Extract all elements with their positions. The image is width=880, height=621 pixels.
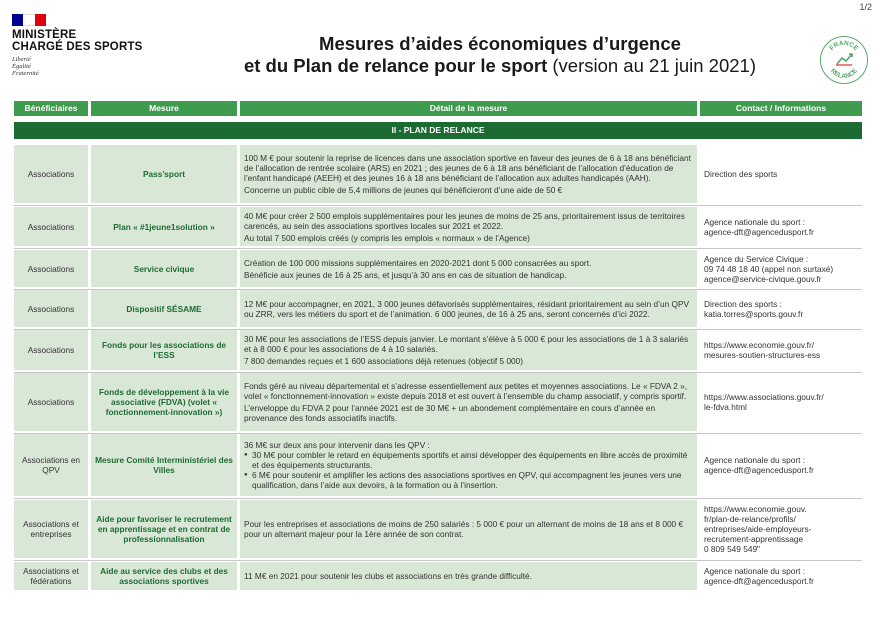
contact-line: Direction des sports : (704, 298, 782, 309)
measure-cell (91, 373, 237, 431)
detail-paragraph: Bénéficie aux jeunes de 16 à 25 ans, et jusqu’à 30 ans en cas de situation de handicap. (244, 269, 567, 280)
svg-text:RELANCE (829, 67, 859, 80)
detail-content (244, 211, 693, 243)
detail-bullet (244, 450, 693, 470)
detail-cell (240, 250, 697, 287)
detail-cell (240, 290, 697, 327)
table-row (14, 290, 862, 327)
detail-cell (240, 373, 697, 431)
beneficiary-cell (14, 434, 88, 496)
title-line1: Mesures d’aides économiques d’urgence (319, 33, 681, 54)
measure-cell (91, 330, 237, 370)
badge-text-top: FRANCE (828, 39, 860, 53)
beneficiary-cell (14, 500, 88, 558)
contact-cell (700, 250, 862, 287)
motto-fraternite: Fraternité (12, 70, 39, 77)
contact-line: entreprises/aide-employeurs- (704, 524, 812, 534)
measure-name: Dispositif SÉSAME (126, 303, 202, 314)
contact-cell (700, 207, 862, 246)
contact-cell (700, 562, 862, 590)
detail-paragraph: 12 M€ pour accompagner, en 2021, 3 000 jeunes défavorisés supplémentaires, résidant prioritairement au sein d’un QPV ou ZRR, vers les métiers du sport et de l’animation. 6 000 jeunes, de 16 à 25 ans, seront concernés d’ici 2022. (244, 298, 690, 319)
contact-content (704, 504, 811, 554)
beneficiary-text: Associations (27, 397, 75, 407)
table-row (14, 373, 862, 431)
motto-liberte: Liberté (12, 56, 31, 63)
row-divider (14, 248, 862, 249)
title-line2 (190, 55, 810, 77)
contact-line: agence-dft@agencedusport.fr (704, 576, 814, 586)
measure-name: Fonds de développement à la vie associative (FDVA) (volet « fonctionnement-innovation ») (98, 387, 230, 417)
detail-paragraph: Création de 100 000 missions supplémentaires en 2020-2021 dont 5 000 consacrées au sport. (244, 257, 592, 268)
beneficiary-cell (14, 562, 88, 590)
column-header-beneficiaires: Bénéficiaires (14, 101, 88, 116)
measure-name: Plan « #1jeune1solution » (113, 221, 215, 232)
detail-cell (240, 434, 697, 496)
beneficiary-text: Associations (27, 169, 75, 179)
detail-paragraph: L’enveloppe du FDVA 2 pour l’année 2021 est de 30 M€ + un abondement complémentaire en cours d’année en provenance des fonds associatifs inactifs. (244, 403, 656, 423)
beneficiary-text: Associations (27, 263, 75, 274)
detail-paragraph: Pour les entreprises et associations de moins de 250 salariés : 5 000 € pour un alternant de moins de 18 ans et 8 000 € pour un alternant majeur pour la 1ère année de son contrat. (244, 519, 684, 539)
measure-cell (91, 500, 237, 558)
detail-intro: 36 M€ sur deux ans pour intervenir dans les QPV : (244, 440, 430, 450)
section-title: II - PLAN DE RELANCE (14, 122, 862, 139)
beneficiary-cell (14, 290, 88, 327)
bullet-dot-icon: ● (244, 472, 248, 478)
detail-paragraph: 100 M € pour soutenir la reprise de licences dans une association sportive en faveur des jeunes de 6 à 18 ans bénéficiant de l’allocation de rentrée scolaire (ARS) en 2021 ; des jeunes de 6 à 18 ans bénéficiant de l’allocation d’éducation de l’enfant handicapé (AEEH) et des jeunes 16 à 18 ans bénéficiant de l’allocation aux adultes handicapés (AAH). (244, 153, 691, 183)
contact-cell (700, 373, 862, 431)
measure-cell (91, 145, 237, 203)
row-divider (14, 205, 862, 206)
detail-cell (240, 500, 697, 558)
beneficiary-text: Associations (27, 221, 75, 232)
detail-cell (240, 207, 697, 246)
detail-paragraph: 11 M€ en 2021 pour soutenir les clubs et associations en très grande difficulté. (244, 571, 532, 581)
detail-content (244, 381, 693, 423)
table-row (14, 250, 862, 287)
contact-line: katia.torres@sports.gouv.fr (704, 308, 804, 319)
contact-cell (700, 290, 862, 327)
measure-cell (91, 250, 237, 287)
measure-cell (91, 290, 237, 327)
contact-cell (700, 330, 862, 370)
detail-content (244, 153, 693, 195)
table-row (14, 500, 862, 558)
column-header-detail: Détail de la mesure (240, 101, 697, 116)
beneficiary-text: Associations et fédérations (23, 566, 79, 586)
contact-line: Direction des sports (704, 169, 778, 179)
measure-name: Mesure Comité Interministériel des Villes (95, 455, 233, 475)
contact-line: recrutement-apprentissage (704, 534, 804, 544)
contact-line: https://www.associations.gouv.fr/ (704, 392, 824, 402)
france-relance-badge-icon (821, 37, 867, 83)
contact-line: Agence nationale du sport : (704, 216, 806, 227)
detail-paragraph: 7 800 demandes reçues et 1 600 associations déjà retenues (objectif 5 000) (244, 356, 524, 366)
contact-line: Agence nationale du sport : (704, 566, 806, 576)
contact-cell (700, 145, 862, 203)
contact-line: Agence nationale du sport : (704, 455, 806, 465)
contact-content (704, 299, 803, 319)
title-line2-version: (version au 21 juin 2021) (547, 55, 757, 76)
detail-cell (240, 145, 697, 203)
republic-motto (12, 56, 162, 77)
row-divider (14, 498, 862, 499)
contact-line: 0 809 549 549" (704, 544, 761, 554)
contact-line: fr/plan-de-relance/profils/ (704, 514, 796, 524)
detail-cell (240, 330, 697, 370)
contact-cell (700, 434, 862, 496)
contact-line: 09 74 48 18 40 (appel non surtaxé) (704, 263, 834, 274)
contact-line: https://www.economie.gouv. (704, 504, 807, 514)
detail-paragraph: 40 M€ pour créer 2 500 emplois supplémentaires pour les jeunes de moins de 25 ans, prioritairement issus de territoires carencés, au sein des associations sportives locales sur 2021 et 2022. (244, 210, 685, 231)
beneficiary-cell (14, 250, 88, 287)
contact-content (704, 340, 820, 360)
table-row (14, 145, 862, 203)
beneficiary-cell (14, 145, 88, 203)
contact-line: https://www.economie.gouv.fr/ (704, 340, 815, 350)
title-line2-bold: et du Plan de relance pour le sport (243, 55, 548, 76)
table-row (14, 434, 862, 496)
contact-line: agence@service-civique.gouv.fr (704, 273, 822, 284)
measure-name: Service civique (133, 263, 195, 274)
detail-paragraph: Fonds géré au niveau départemental et s’adresse essentiellement aux petites et moyennes associations. Le « FDVA 2 », volet « fonctionnement-innovation » existe depuis 2018 et est ouvert à l’ensemble du champ associatif, y compris sportif. (244, 381, 688, 401)
motto-egalite: Égalité (12, 63, 31, 70)
ministry-logo (12, 14, 162, 77)
contact-content (704, 392, 824, 412)
measure-name: Aide pour favoriser le recrutement en apprentissage et en contrat de professionnalisation (96, 514, 232, 544)
contact-content (704, 217, 814, 237)
ministry-name-line1: MINISTÈRE (12, 29, 77, 41)
contact-content (704, 455, 814, 475)
bullet-dot-icon: ● (244, 452, 248, 458)
contact-line: agence-dft@agencedusport.fr (704, 465, 814, 475)
beneficiary-text: Associations en QPV (21, 455, 81, 475)
contact-content (704, 254, 833, 284)
beneficiary-text: Associations (27, 303, 75, 314)
detail-paragraph: Concerne un public cible de 5,4 millions de jeunes qui bénéficieront d’une aide de 50 € (244, 185, 563, 195)
contact-line: Agence du Service Civique : (704, 253, 809, 264)
contact-line: mesures-soutien-structures-ess (704, 350, 821, 360)
detail-content (244, 299, 693, 319)
contact-content (704, 169, 777, 179)
france-relance-logo (820, 36, 868, 84)
beneficiary-cell (14, 330, 88, 370)
ministry-name-line2: CHARGÉ DES SPORTS (12, 41, 143, 53)
measure-cell (91, 562, 237, 590)
beneficiary-text: Associations et entreprises (23, 519, 79, 539)
measure-name: Aide au service des clubs et des associations sportives (100, 566, 228, 586)
page-number: 1/2 (859, 2, 872, 12)
contact-line: agence-dft@agencedusport.fr (704, 226, 814, 237)
measure-cell (91, 207, 237, 246)
beneficiary-text: Associations (27, 345, 75, 355)
detail-content (244, 519, 693, 539)
svg-text:FRANCE (829, 40, 860, 53)
beneficiary-cell (14, 373, 88, 431)
column-header-contact: Contact / Informations (700, 101, 862, 116)
detail-content (244, 440, 693, 490)
detail-paragraph: Au total 7 500 emplois créés (y compris les emplois « normaux » de l’Agence) (244, 232, 530, 243)
table-row (14, 207, 862, 246)
table-row (14, 562, 862, 590)
detail-cell (240, 562, 697, 590)
detail-content (244, 334, 693, 366)
french-flag-icon (12, 14, 46, 26)
measure-name: Pass’sport (142, 169, 186, 179)
detail-bullet-text: 30 M€ pour combler le retard en équipements sportifs et ainsi développer des équipements en libre accès de proximité et des équipements structurants. (252, 450, 688, 470)
contact-content (704, 566, 814, 586)
detail-content (244, 258, 591, 280)
contact-line: le-fdva.html (704, 402, 747, 412)
row-divider (14, 560, 862, 561)
measure-cell (91, 434, 237, 496)
column-header-mesure: Mesure (91, 101, 237, 116)
table-row (14, 330, 862, 370)
detail-content (244, 571, 532, 581)
contact-cell (700, 500, 862, 558)
beneficiary-cell (14, 207, 88, 246)
detail-paragraph: 30 M€ pour les associations de l’ESS depuis janvier. Le montant s’élève à 5 000 € pour les associations de 1 à 3 salariés et à 8 000 € pour les associations de 4 à 10 salariés. (244, 334, 689, 354)
detail-bullet (244, 470, 693, 490)
badge-text-bottom: RELANCE (828, 67, 860, 81)
document-title (190, 33, 810, 77)
detail-bullet-text: 6 M€ pour soutenir et amplifier les actions des associations sportives en QPV, qui accompagnent les jeunes vers une qualification, dans l’aide aux devoirs, à la formation ou à l’insertion. (252, 470, 682, 490)
measure-name: Fonds pour les associations de l’ESS (101, 340, 227, 360)
